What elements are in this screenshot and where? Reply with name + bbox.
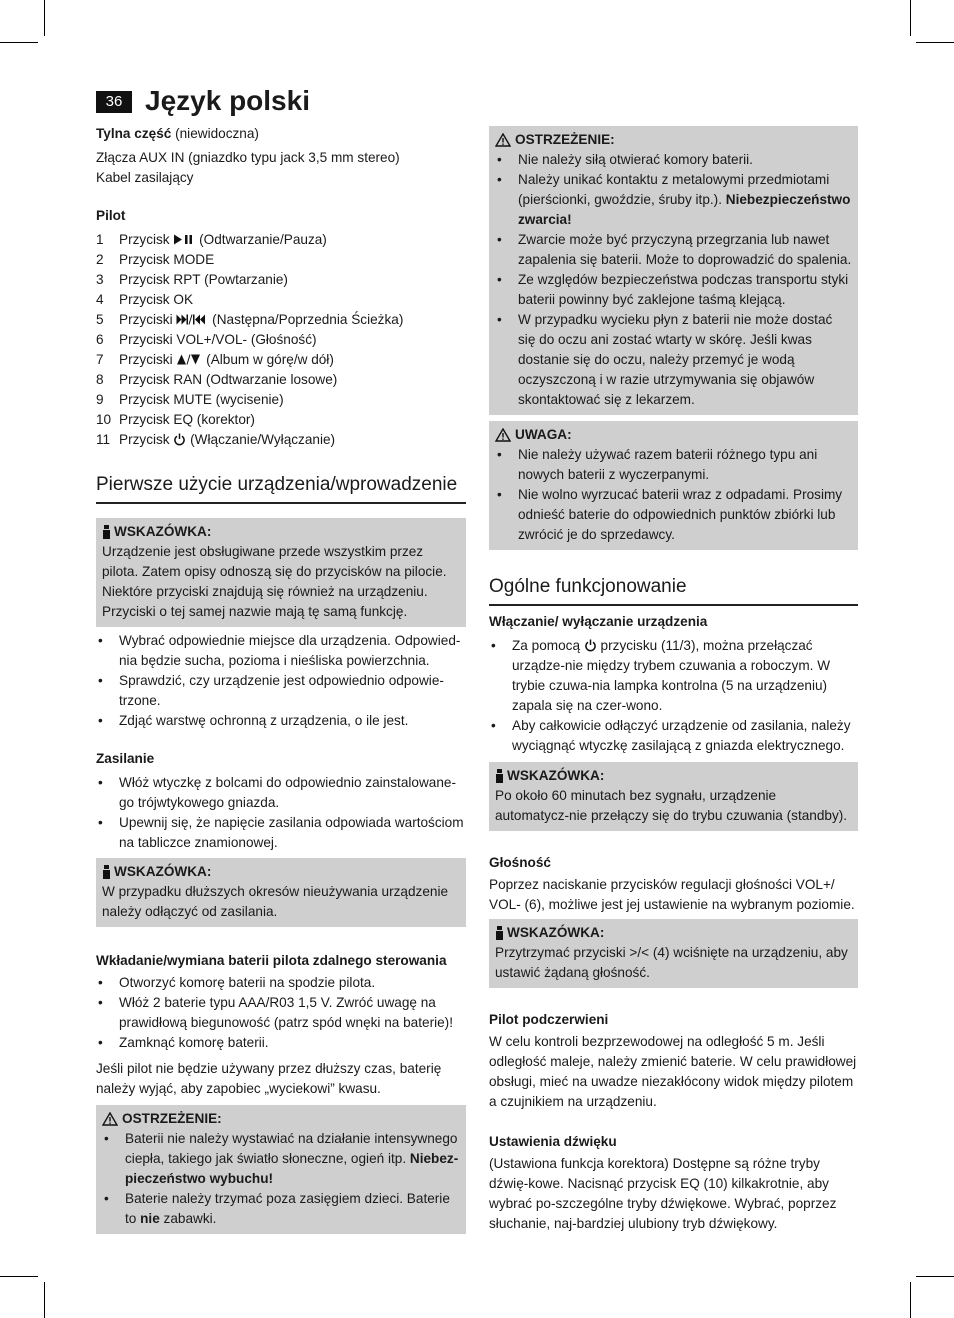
item-number: 1 — [96, 232, 104, 247]
warning-emphasis: Niebezpieczeństwo zwarcia! — [518, 192, 851, 227]
item-label: Przycisk — [119, 232, 174, 247]
item-label: Przycisk MUTE (wycisenie) — [119, 392, 284, 407]
tip-text: W przypadku dłuższych okresów nieużywania urządzenie należy odłączyć od zasilania. — [102, 884, 449, 919]
warning-box — [489, 126, 858, 415]
list-item: • Ze względów bezpieczeństwa podczas transportu styki baterii powinny być zaklejone taśmą klejącą. — [495, 270, 852, 310]
remote-item — [96, 290, 466, 310]
list-item: • Włóż wtyczkę z bolcami do odpowiednio zainstalowane-go trójwtykowego gniazda. — [96, 773, 466, 813]
item-text — [119, 230, 327, 250]
warning-text: zabawki. — [159, 1211, 217, 1226]
list-item: • Nie należy siłą otwierać komory baterii. — [495, 150, 852, 170]
list-item — [489, 636, 858, 716]
item-label-suffix: (Następna/Poprzednia Ścieżka) — [208, 312, 404, 327]
list-item: • Wybrać odpowiednie miejsce dla urządzenia. Odpowied-nia będzie sucha, pozioma i nieśliska powierzchnia. — [96, 631, 466, 671]
battery-list — [96, 973, 466, 1053]
onoff-text: Za pomocą — [512, 638, 584, 653]
back-heading-note: (niewidoczna) — [171, 126, 259, 141]
onoff-text: przycisku (11/3), można przełączać urządze-nie między trybem czuwania a roboczym. W trybie czuwa-nia lampka kontrolna (5 na urządzeniu) zapala się na czer-wono. — [512, 638, 831, 713]
list-item: • Upewnij się, że napięcie zasilania odpowiada wartościom na tabliczce znamionowej. — [96, 813, 466, 853]
remote-heading: Pilot — [96, 208, 126, 223]
crop-mark — [910, 0, 911, 36]
tip-head — [102, 522, 460, 542]
back-section-heading — [96, 124, 466, 144]
tip-text: Przytrzymać przyciski >/< (4) wciśnięte na urządzeniu, aby ustawić żądaną głośność. — [495, 945, 848, 980]
crop-mark — [44, 0, 45, 36]
remote-item — [96, 410, 466, 430]
item-label: Przycisk RAN (Odtwarzanie losowe) — [119, 372, 338, 387]
remote-item — [96, 390, 466, 410]
item-text — [119, 430, 335, 450]
tip-box — [489, 762, 858, 831]
caution-head — [495, 425, 852, 445]
item-text — [119, 390, 284, 410]
tip-label: WSKAZÓWKA: — [114, 864, 212, 879]
tip-head — [495, 766, 852, 786]
tip-box — [489, 919, 858, 988]
general-heading: Ogólne funkcjonowanie — [489, 574, 858, 606]
crop-mark — [0, 1276, 38, 1277]
page-title: Język polski — [145, 85, 310, 116]
general-section — [489, 574, 858, 606]
item-label-suffix: (Odtwarzanie/Pauza) — [195, 232, 327, 247]
tip-label: WSKAZÓWKA: — [507, 925, 605, 940]
item-text — [119, 270, 288, 290]
warning-icon — [495, 428, 511, 442]
tip-head — [495, 923, 852, 943]
warning-box — [96, 1105, 466, 1234]
item-text — [119, 370, 337, 390]
tip-box — [96, 518, 466, 627]
onoff-heading: Włączanie/ wyłączanie urządzenia — [489, 614, 708, 629]
list-item — [102, 1129, 460, 1189]
item-number: 4 — [96, 292, 104, 307]
list-item: • Nie wolno wyrzucać baterii wraz z odpadami. Prosimy odnieść baterie do odpowiednich punktów zbiórki lub zwrócić je do sprzedawcy. — [495, 485, 852, 545]
item-number: 3 — [96, 272, 104, 287]
first-use-section — [96, 472, 466, 504]
warning-head — [495, 130, 852, 150]
remote-item — [96, 230, 466, 250]
ir-heading: Pilot podczerwieni — [489, 1012, 609, 1027]
remote-item — [96, 250, 466, 270]
up-down-icon — [176, 352, 202, 367]
play-pause-icon — [173, 232, 195, 247]
power-heading: Zasilanie — [96, 751, 155, 766]
list-item — [495, 170, 852, 230]
info-icon — [102, 865, 110, 879]
power-icon — [584, 639, 597, 652]
sound-heading: Ustawienia dźwięku — [489, 1134, 617, 1149]
item-number: 5 — [96, 312, 104, 327]
info-icon — [102, 525, 110, 539]
item-label: Przycisk MODE — [119, 252, 215, 267]
remote-item — [96, 330, 466, 350]
warning-list — [102, 1129, 460, 1229]
item-label: Przyciski VOL+/VOL- (Głośność) — [119, 332, 317, 347]
warning-icon — [495, 133, 511, 147]
item-number: 2 — [96, 252, 104, 267]
volume-heading: Głośność — [489, 855, 551, 870]
ir-text: W celu kontroli bezprzewodowej na odległość 5 m. Jeśli odległość maleje, należy zmienić baterie. W celu prawidłowej obsługi, mieć na uwadze niezakłócony widok między pilotem a czujnikiem na urządzeniu. — [489, 1034, 857, 1109]
item-text — [119, 350, 334, 370]
item-text — [119, 310, 403, 330]
power-icon — [173, 432, 186, 447]
battery-note: Jeśli pilot nie będzie używany przez dłuższy czas, baterię należy wyjąć, aby zapobiec „wyciekowi” kwasu. — [96, 1061, 442, 1096]
list-item: • Zdjąć warstwę ochronną z urządzenia, o ile jest. — [96, 711, 466, 731]
list-item: • W przypadku wycieku płyn z baterii nie może dostać się do oczu ani zostać wtarty w skórę. Jeśli kwas dostanie się do oczu, należy przemyć je wodą oczyszczoną i w razie utrzymywania się objawów skontaktować się z lekarzem. — [495, 310, 852, 410]
list-item: • Zamknąć komorę baterii. — [96, 1033, 466, 1053]
remote-item — [96, 270, 466, 290]
caution-box — [489, 421, 858, 550]
list-item: • Zwarcie może być przyczyną przegrzania lub nawet zapalenia się baterii. Może to doprowadzić do spalenia. — [495, 230, 852, 270]
tip-label: WSKAZÓWKA: — [507, 768, 605, 783]
back-heading: Tylna część — [96, 126, 172, 141]
item-label: Przyciski — [119, 352, 177, 367]
next-prev-icon — [176, 312, 208, 327]
list-item: • Otworzyć komorę baterii na spodzie pilota. — [96, 973, 466, 993]
crop-mark — [44, 1282, 45, 1318]
warning-label: OSTRZEŻENIE: — [122, 1111, 222, 1126]
remote-item — [96, 370, 466, 390]
item-text — [119, 290, 193, 310]
page-number: 36 — [96, 91, 132, 113]
remote-item — [96, 430, 466, 450]
warning-head — [102, 1109, 460, 1129]
tip-head — [102, 862, 460, 882]
first-use-heading: Pierwsze użycie urządzenia/wprowadzenie — [96, 472, 466, 504]
list-item: • Włóż 2 baterie typu AAA/R03 1,5 V. Zwróć uwagę na prawidłową biegunowość (patrz spód wnęki na baterie)! — [96, 993, 466, 1033]
back-item: Złącza AUX IN (gniazdko typu jack 3,5 mm stereo) — [96, 150, 400, 165]
item-number: 9 — [96, 392, 104, 407]
item-label-suffix: (Włączanie/Wyłączanie) — [186, 432, 336, 447]
list-item: • Nie należy używać razem baterii różnego typu ani nowych baterii z wyczerpanymi. — [495, 445, 852, 485]
caution-list — [495, 445, 852, 545]
item-number: 7 — [96, 352, 104, 367]
crop-mark — [910, 1282, 911, 1318]
battery-heading: Wkładanie/wymiana baterii pilota zdalnego sterowania — [96, 953, 447, 968]
remote-item — [96, 310, 466, 330]
first-use-list — [96, 631, 466, 731]
warning-text: Należy unikać kontaktu z metalowymi przedmiotami (pierścionki, gwoździe, śruby itp.). — [518, 172, 830, 207]
crop-mark — [916, 42, 954, 43]
crop-mark — [916, 1276, 954, 1277]
onoff-list — [489, 636, 858, 756]
item-label: Przycisk — [119, 432, 174, 447]
tip-label: WSKAZÓWKA: — [114, 524, 212, 539]
list-item — [102, 1189, 460, 1229]
warning-text: Baterii nie należy wystawiać na działanie intensywnego ciepła, takiego jak światło słoneczne, ogień itp. — [125, 1131, 458, 1166]
item-label-suffix: (Album w górę/w dół) — [202, 352, 334, 367]
item-label: Przycisk OK — [119, 292, 194, 307]
crop-mark — [0, 42, 38, 43]
warning-label: OSTRZEŻENIE: — [515, 132, 615, 147]
item-label: Przycisk RPT (Powtarzanie) — [119, 272, 288, 287]
sound-text: (Ustawiona funkcja korektora) Dostępne są różne tryby dźwię-kowe. Nacisnąć przycisk EQ (10) kilkakrotnie, aby wybrać po-szczególne tryby dźwiękowe. Wybrać, poprzez słuchanie, naj-bardziej ulubiony tryb dźwiękowy. — [489, 1156, 837, 1231]
item-text — [119, 250, 214, 270]
info-icon — [495, 926, 503, 940]
power-list — [96, 773, 466, 853]
item-number: 6 — [96, 332, 104, 347]
warning-emphasis: nie — [140, 1211, 160, 1226]
remote-list — [96, 230, 466, 450]
remote-item — [96, 350, 466, 370]
list-item: • Sprawdzić, czy urządzenie jest odpowiednio odpowie-trzone. — [96, 671, 466, 711]
item-number: 8 — [96, 372, 104, 387]
item-label: Przycisk EQ (korektor) — [119, 412, 255, 427]
tip-text: Po około 60 minutach bez sygnału, urządzenie automatycz-nie przełączy się do trybu czuwania (standby). — [495, 788, 848, 823]
warning-icon — [102, 1112, 118, 1126]
caution-label: UWAGA: — [515, 427, 572, 442]
info-icon — [495, 769, 503, 783]
right-column — [489, 126, 858, 1234]
volume-text: Poprzez naciskanie przycisków regulacji głośności VOL+/ VOL- (6), możliwe jest jej ustawienie na wybranym poziomie. — [489, 877, 855, 912]
warning-emphasis: Niebez-pieczeństwo wybuchu! — [125, 1151, 459, 1186]
tip-box — [96, 858, 466, 927]
left-column — [96, 124, 466, 1234]
item-number: 11 — [96, 432, 111, 447]
list-item: • Aby całkowicie odłączyć urządzenie od zasilania, należy wyciągnąć wtyczkę zasilającą z gniazda elektrycznego. — [489, 716, 858, 756]
warning-list — [495, 150, 852, 410]
item-text — [119, 410, 255, 430]
item-label: Przyciski — [119, 312, 177, 327]
warning-text: Baterie należy trzymać poza zasięgiem dzieci. Baterie to — [125, 1191, 450, 1226]
item-number: 10 — [96, 412, 112, 427]
tip-text: Urządzenie jest obsługiwane przede wszystkim przez pilota. Zatem opisy odnoszą się do przycisków na pilocie. Niektóre przyciski znajdują się również na urządzeniu. Przyciski o tej samej nazwie mają tę samą funkcję. — [102, 544, 447, 619]
item-text — [119, 330, 317, 350]
back-item: Kabel zasilający — [96, 170, 194, 185]
